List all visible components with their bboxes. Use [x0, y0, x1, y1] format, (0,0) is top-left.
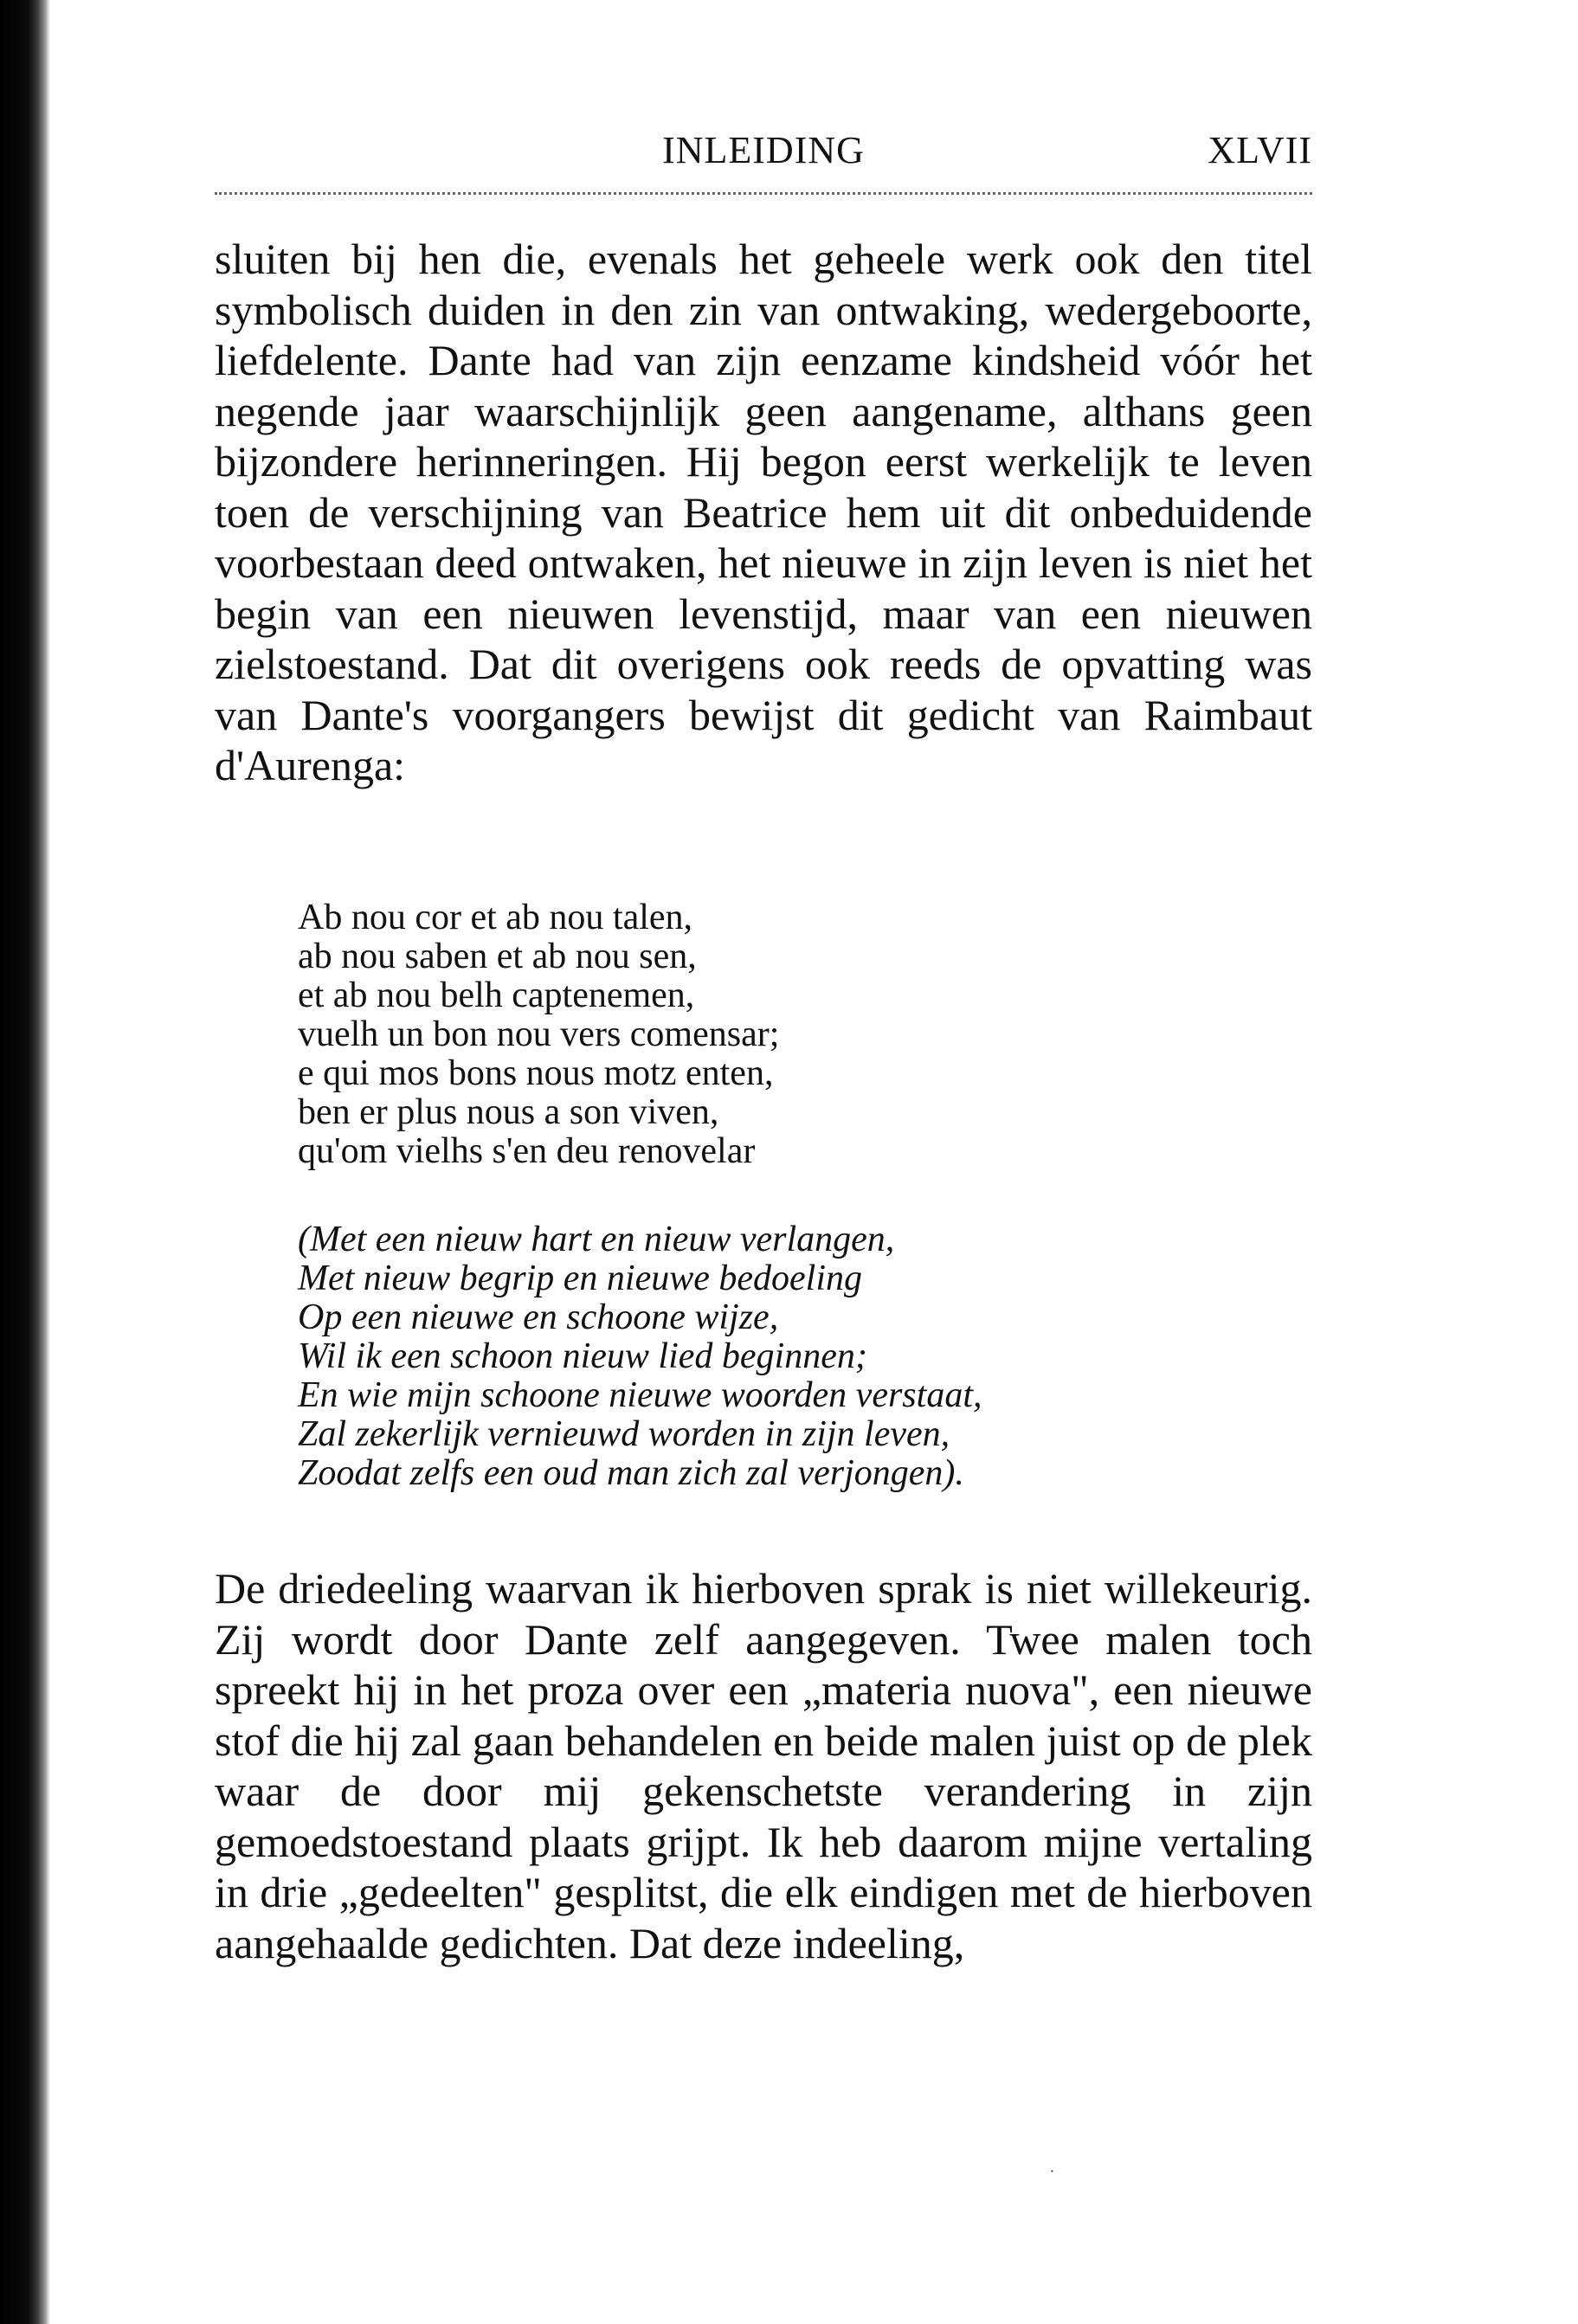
running-title: INLEIDING [662, 129, 865, 171]
stanza-line: vuelh un bon nou vers comensar; [298, 1014, 780, 1054]
paragraph-division: De driedeeling waarvan ik hierboven sprak is niet willekeurig. Zij wordt door Dante zelf aangegeven. Twee malen toch spreekt hij in het proza over een „materia nuova", een nieuwe stof die hij zal gaan behandelen en beide malen juist op de plek waar de door mij gekenschetste verandering in zijn gemoedstoestand plaats grijpt. Ik heb daarom mijne vertaling in drie „gedeelten" gesplitst, die elk eindigen met de hierboven aangehaalde gedichten. Dat deze indeeling, [215, 1564, 1312, 1967]
stanza-line: e qui mos bons nous motz enten, [298, 1053, 774, 1093]
print-speck: · [1049, 2162, 1055, 2181]
translation-line: (Met een nieuw hart en nieuw verlangen, [298, 1220, 895, 1259]
page-header [215, 128, 1312, 189]
header-divider [215, 192, 1312, 195]
stanza-line: Ab nou cor et ab nou talen, [298, 898, 693, 937]
translation-line: Met nieuw begrip en nieuwe bedoeling [298, 1259, 863, 1298]
stanza-line: ab nou saben et ab nou sen, [298, 937, 697, 976]
paragraph-intro: sluiten bij hen die, evenals het geheele werk ook den titel symbolisch duiden in den zin van ontwaking, wedergeboorte, liefdelente. Dante had van zijn eenzame kindsheid vóór het negende jaar waarschijnlijk geen aangename, althans geen bijzondere herinneringen. Hij begon eerst werkelijk te leven toen de verschijning van Beatrice hem uit dit onbeduidende voorbestaan deed ontwaken, het nieuwe in zijn leven is niet het begin van een nieuwen levenstijd, maar van een nieuwen zielstoestand. Dat dit overigens ook reeds de opvatting was van Dante's voorgangers bewijst dit gedicht van Raimbaut d'Aurenga: [215, 235, 1312, 789]
provencal-stanza [298, 898, 779, 1171]
translation-line: Op een nieuwe en schoone wijze, [298, 1297, 779, 1337]
page-number: XLVII [1208, 129, 1312, 171]
dutch-translation-stanza [298, 1220, 982, 1493]
translation-line: Zal zekerlijk vernieuwd worden in zijn leven, [298, 1414, 950, 1454]
stanza-line: et ab nou belh captenemen, [298, 975, 695, 1015]
book-spine-shadow [0, 0, 50, 2324]
translation-line: Zoodat zelfs een oud man zich zal verjongen). [298, 1453, 964, 1493]
stanza-line: ben er plus nous a son viven, [298, 1092, 719, 1132]
translation-line: Wil ik een schoon nieuw lied beginnen; [298, 1336, 867, 1376]
stanza-line: qu'om vielhs s'en deu renovelar [298, 1131, 756, 1171]
translation-line: En wie mijn schoone nieuwe woorden verstaat, [298, 1375, 982, 1415]
